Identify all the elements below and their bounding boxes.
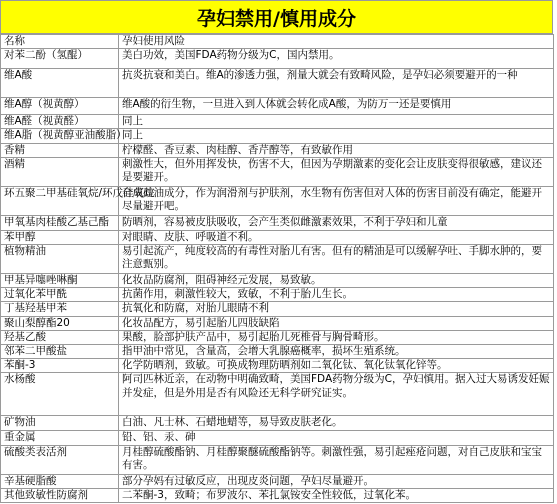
risk-description-cell[interactable]: 化妆品配方，易引起胎儿四肢缺陷 [119,316,554,330]
sheet-title: 孕妇禁用/慎用成分 [0,0,553,34]
table-row [1,288,554,302]
ingredient-name-cell[interactable]: 其他致敏性防腐剂 [1,488,119,502]
ingredient-name-cell[interactable]: 酒精 [1,157,119,186]
table-row [1,129,554,143]
ingredient-name-cell[interactable]: 维A醇（视黄醇） [1,98,119,115]
ingredient-name-cell[interactable]: 维A酸 [1,69,119,98]
table-row [1,143,554,157]
risk-description-cell[interactable]: 柠檬醛、香豆素、肉桂醇、香芹醇等，有致敏作用 [119,143,554,157]
risk-description-cell[interactable]: 二苯酮-3，致畸；布罗波尔、苯扎氯铵安全性较低，过氧化苯。 [119,488,554,502]
table-row [1,69,554,98]
table-row [1,215,554,230]
risk-description-cell[interactable]: 同上 [119,115,554,129]
table-row [1,49,554,69]
risk-description-cell[interactable]: 指甲油中常见，含量高，会增大乳腺癌概率，损坏生殖系统。 [119,345,554,359]
risk-description-cell[interactable]: 部分孕妈有过敏反应，出现皮炎问题，孕妇尽量避开。 [119,474,554,488]
ingredient-name-cell[interactable]: 苯甲醇 [1,230,119,244]
ingredient-name-cell[interactable]: 邻苯二甲酸盐 [1,345,119,359]
risk-description-cell[interactable]: 白油、凡士林、石蜡地蜡等，易导致皮肤老化。 [119,416,554,431]
ingredient-name-cell[interactable]: 羟基乙酸 [1,330,119,344]
table-row [1,445,554,474]
ingredient-name-cell[interactable]: 聚山梨醇酯20 [1,316,119,330]
table-row [1,230,554,244]
risk-description-cell[interactable]: 化妆品防腐剂，阻碍神经元发展，易致敏。 [119,274,554,288]
ingredient-name-cell[interactable]: 甲氧基肉桂酸乙基己酯 [1,215,119,230]
table-row [1,98,554,115]
risk-description-cell[interactable]: 化学防晒剂，致敏。可换成物理防晒剂如二氧化钛、氧化钛氧化锌等。 [119,359,554,373]
table-row [1,186,554,215]
ingredient-name-cell[interactable]: 辛基硬脂酸 [1,474,119,488]
ingredient-name-cell[interactable]: 丁基羟基甲苯 [1,302,119,316]
ingredient-name-cell[interactable]: 水杨酸 [1,373,119,416]
risk-description-cell[interactable]: 防晒剂，容易被皮肤吸收，会产生类似雌激素效果，不利于孕妇和儿童 [119,215,554,230]
table-row [1,157,554,186]
table-row [1,316,554,330]
risk-description-cell[interactable]: 抗菌作用，刺激性较大，致敏，不利于胎儿生长。 [119,288,554,302]
table-row [1,345,554,359]
header-row [1,35,554,49]
ingredient-name-cell[interactable]: 重金属 [1,431,119,445]
risk-description-cell[interactable]: 抗氧化和防腐，对胎儿眼睛不利 [119,302,554,316]
table-row [1,359,554,373]
risk-description-cell[interactable]: 铅、铝、汞、砷 [119,431,554,445]
ingredient-name-cell[interactable]: 维A脂（视黄醇亚油酸脂） [1,129,119,143]
risk-description-cell[interactable]: 对眼睛、皮肤、呼吸道不利。 [119,230,554,244]
ingredient-name-cell[interactable]: 苯酮-3 [1,359,119,373]
ingredient-name-cell[interactable]: 环五聚二甲基硅氧烷/环戊硅氧烷 [1,186,119,215]
risk-description-cell[interactable]: 阿司匹林近亲，在动物中明确致畸，美国FDA药物分级为C，孕妇慎用。据入过大易诱发妊娠并发症，但是外用是否有风险还无科学研究证实。 [119,373,554,416]
ingredient-name-cell[interactable]: 矿物油 [1,416,119,431]
table-row [1,416,554,431]
ingredient-name-cell[interactable]: 香精 [1,143,119,157]
risk-description-cell[interactable]: 维A酸的衍生物，一旦进入到人体就会转化成A酸，为防万一还是要慎用 [119,98,554,115]
ingredient-name-cell[interactable]: 硫酸类表活剂 [1,445,119,474]
risk-description-cell[interactable]: 易引起流产，纯度较高的有毒性对胎儿有害。但有的精油是可以缓解孕吐、手脚水肿的，要注意甄别。 [119,245,554,274]
table-row [1,245,554,274]
risk-description-cell[interactable]: 果酸，脸部护肤产品中，易引起胎儿死椎骨与胸骨畸形。 [119,330,554,344]
risk-description-cell[interactable]: 同上 [119,129,554,143]
table-row [1,474,554,488]
column-header-name[interactable]: 名称 [1,35,119,49]
ingredient-name-cell[interactable]: 甲基异噻唑啉酮 [1,274,119,288]
ingredient-name-cell[interactable]: 过氧化苯甲酰 [1,288,119,302]
risk-description-cell[interactable]: 美白功效，美国FDA药物分级为C，国内禁用。 [119,49,554,69]
risk-description-cell[interactable]: 刺激性大，但外用挥发快，伤害不大，但因为孕期激素的变化会让皮肤变得很敏感，建议还是要避开。 [119,157,554,186]
ingredient-name-cell[interactable]: 维A醛（视黄醛） [1,115,119,129]
table-row [1,274,554,288]
risk-description-cell[interactable]: 月桂醇硫酸酯钠、月桂醇聚醚硫酸酯钠等。刺激性强，易引起痤疮问题，对自己皮肤和宝宝有害。 [119,445,554,474]
table-row [1,330,554,344]
risk-description-cell[interactable]: 抗炎抗衰和美白。维A的渗透力强，剂量大就会有致畸风险，是孕妇必须要避开的一种 [119,69,554,98]
risk-description-cell[interactable]: 合成硅油成分，作为润滑剂与护肤剂，水生物有伤害但对人体的伤害目前没有确定，能避开尽量避开吧。 [119,186,554,215]
ingredient-table [0,34,554,503]
table-row [1,488,554,502]
ingredient-name-cell[interactable]: 对苯二酚（氢醌） [1,49,119,69]
table-row [1,302,554,316]
table-row [1,373,554,416]
table-row [1,431,554,445]
column-header-risk[interactable]: 孕妇使用风险 [119,35,554,49]
table-row [1,115,554,129]
ingredient-name-cell[interactable]: 植物精油 [1,245,119,274]
